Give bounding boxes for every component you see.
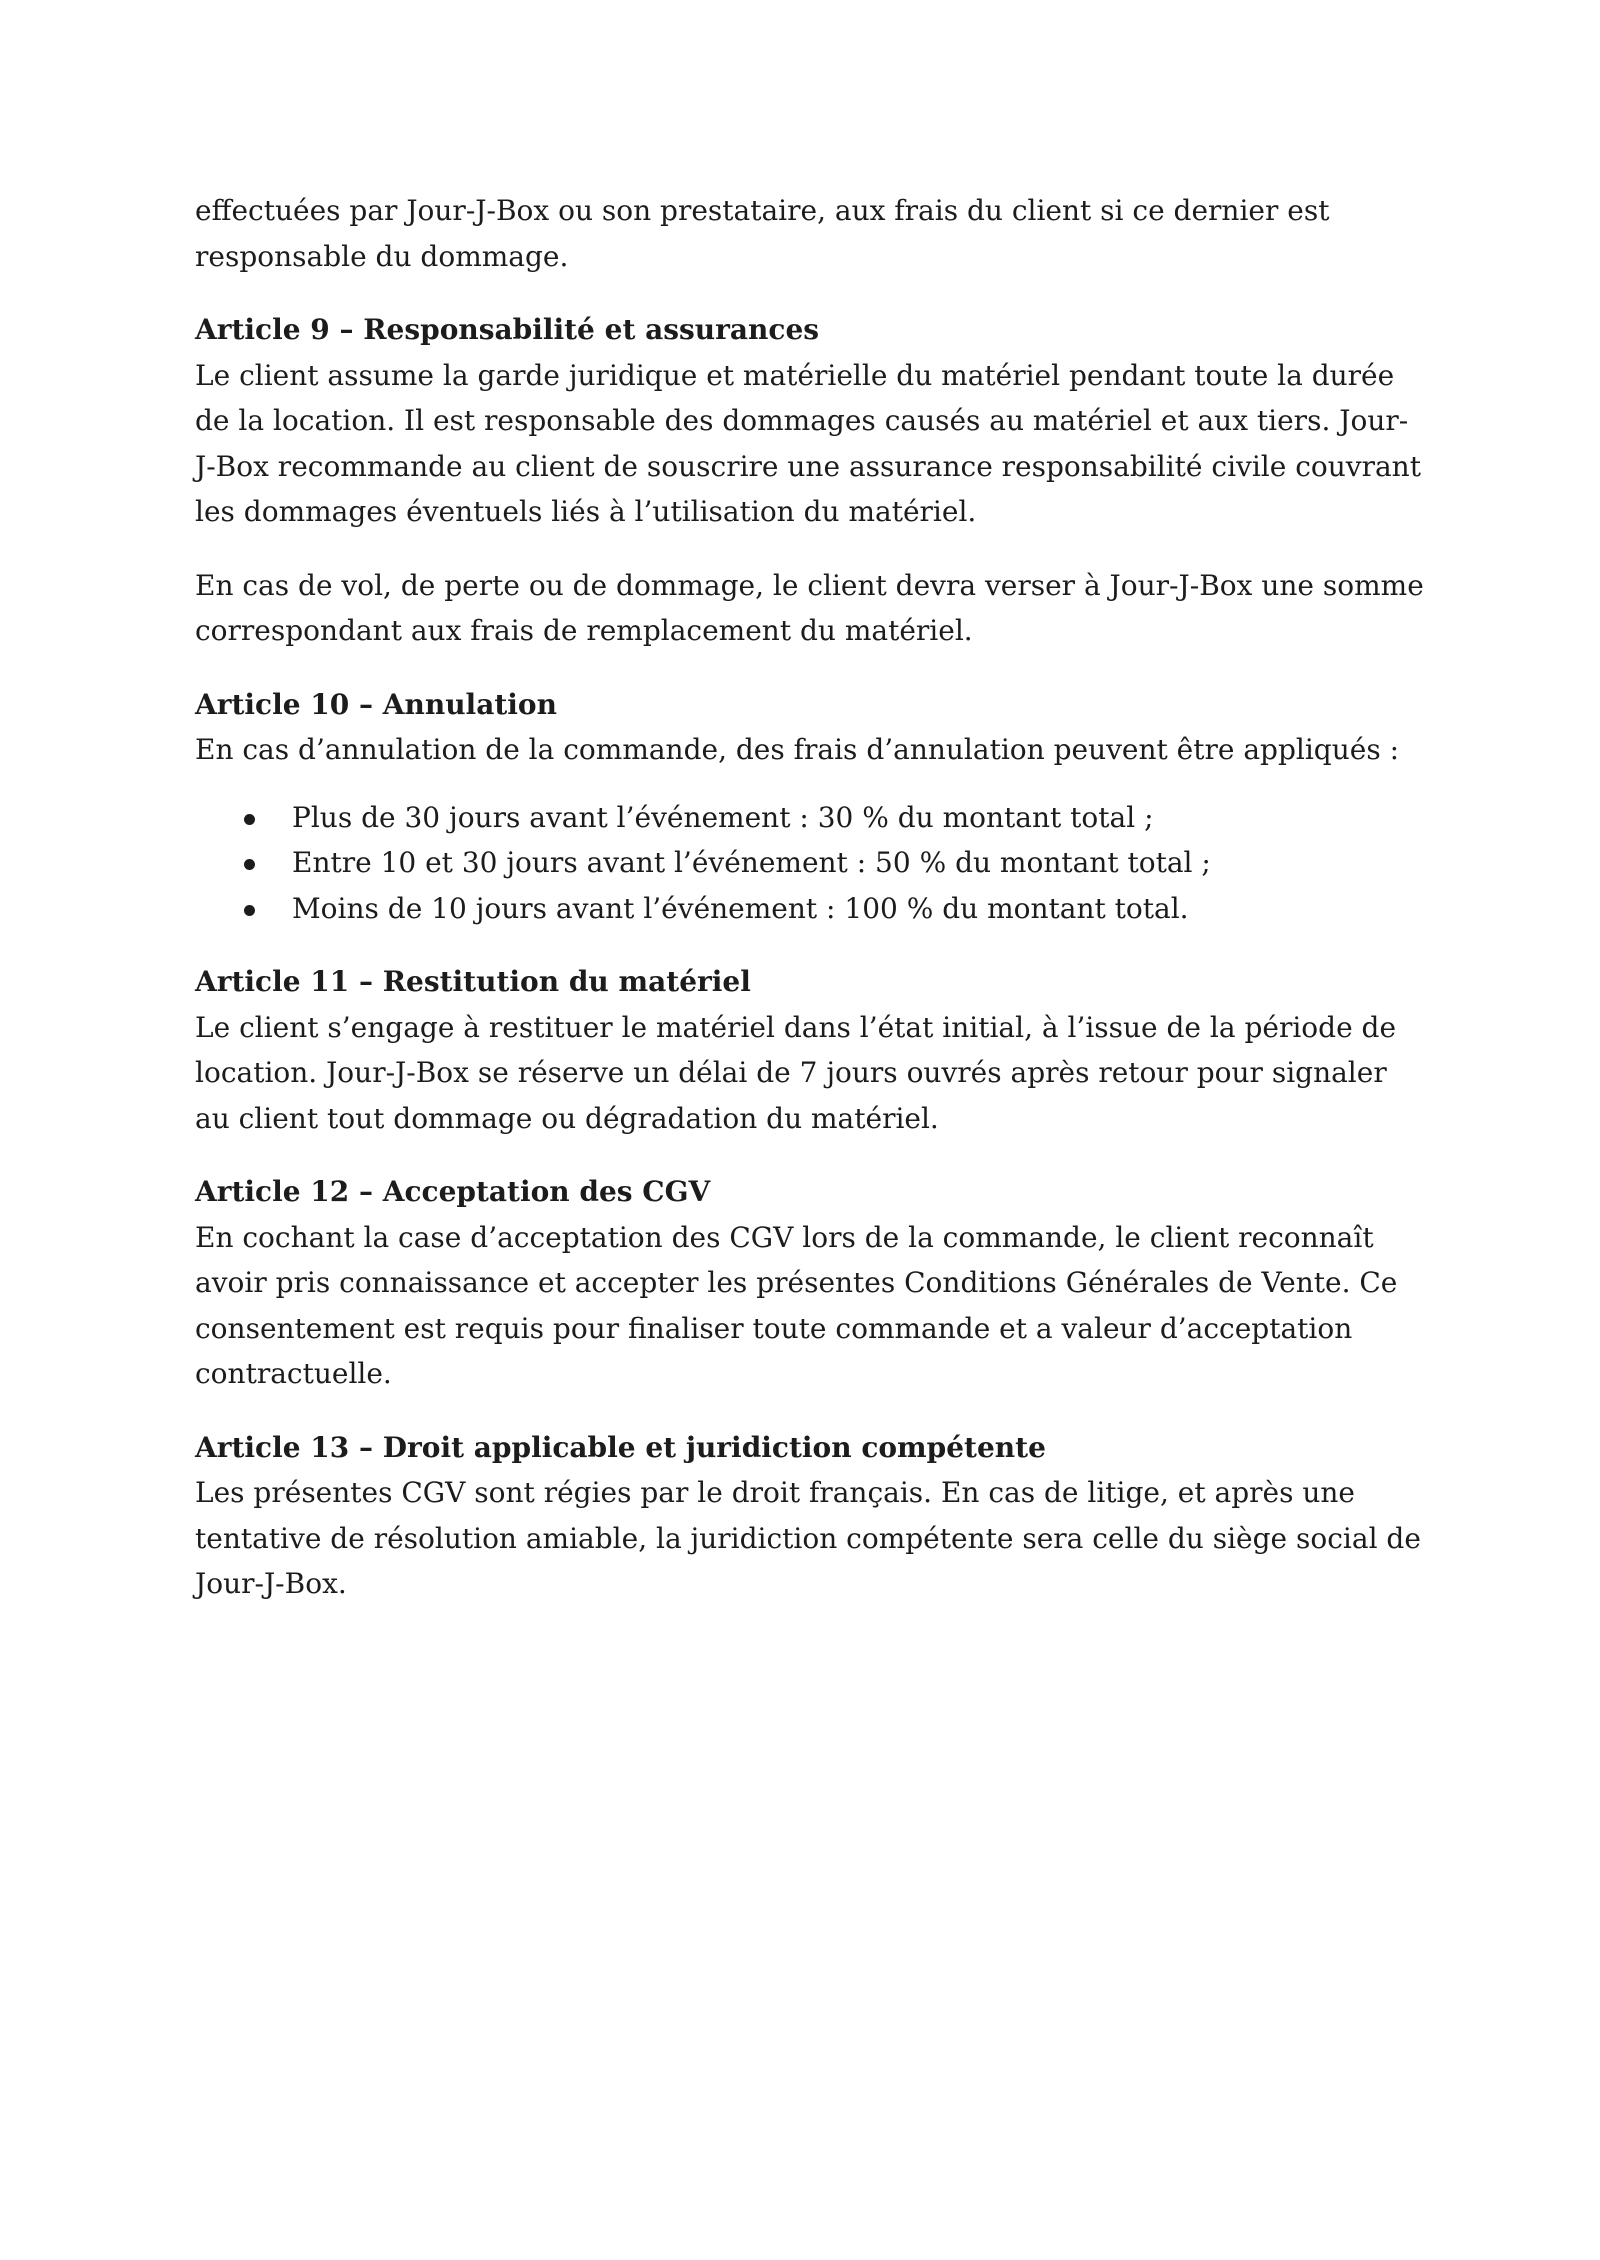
- article-paragraph: En cas d’annulation de la commande, des frais d’annulation peuvent être appliqués :: [195, 733, 1400, 766]
- list-item: [195, 886, 1425, 932]
- cancellation-fee-list: [195, 795, 1425, 932]
- list-item-text: Plus de 30 jours avant l’événement : 30 % du montant total ;: [292, 800, 1154, 834]
- article-paragraph: Le client assume la garde juridique et matérielle du matériel pendant toute la durée de la location. Il est responsable des dommages causés au matériel et aux tiers. Jour-J-Box recommande au client de souscrire une assurance responsabilité civile couvrant les dommages éventuels liés à l’utilisation du matériel.: [195, 358, 1421, 528]
- article-13: [195, 1425, 1425, 1607]
- document-page: [195, 188, 1425, 1635]
- article-12: [195, 1169, 1425, 1397]
- article-heading: Article 13 – Droit applicable et juridiction compétente: [195, 1430, 1046, 1464]
- article-10: [195, 682, 1425, 932]
- article-paragraph: En cochant la case d’acceptation des CGV lors de la commande, le client reconnaît avoir pris connaissance et accepter les présentes Conditions Générales de Vente. Ce consentement est requis pour finaliser toute commande et a valeur d’acceptation contractuelle.: [195, 1220, 1398, 1390]
- bullet-icon: [244, 905, 255, 916]
- article-heading: Article 11 – Restitution du matériel: [195, 965, 751, 998]
- article-heading: Article 10 – Annulation: [195, 687, 557, 721]
- list-item-text: Entre 10 et 30 jours avant l’événement : 50 % du montant total ;: [292, 846, 1211, 879]
- list-item: [195, 840, 1425, 886]
- bullet-icon: [244, 859, 255, 870]
- article-paragraph: En cas de vol, de perte ou de dommage, le client devra verser à Jour-J-Box une somme correspondant aux frais de remplacement du matériel.: [195, 568, 1424, 647]
- list-item-text: Moins de 10 jours avant l’événement : 100 % du montant total.: [292, 891, 1189, 925]
- article-9: [195, 307, 1425, 654]
- intro-paragraph: effectuées par Jour-J-Box ou son prestataire, aux frais du client si ce dernier est responsable du dommage.: [195, 194, 1330, 273]
- article-paragraph: Le client s’engage à restituer le matériel dans l’état initial, à l’issue de la période de location. Jour-J-Box se réserve un délai de 7 jours ouvrés après retour pour signaler au client tout dommage ou dégradation du matériel.: [195, 1010, 1397, 1135]
- article-11: [195, 959, 1425, 1141]
- article-heading: Article 9 – Responsabilité et assurances: [195, 313, 820, 346]
- bullet-icon: [244, 814, 255, 825]
- article-paragraph: Les présentes CGV sont régies par le droit français. En cas de litige, et après une tentative de résolution amiable, la juridiction compétente sera celle du siège social de Jour-J-Box.: [195, 1476, 1421, 1600]
- article-heading: Article 12 – Acceptation des CGV: [195, 1175, 711, 1208]
- list-item: [195, 795, 1425, 841]
